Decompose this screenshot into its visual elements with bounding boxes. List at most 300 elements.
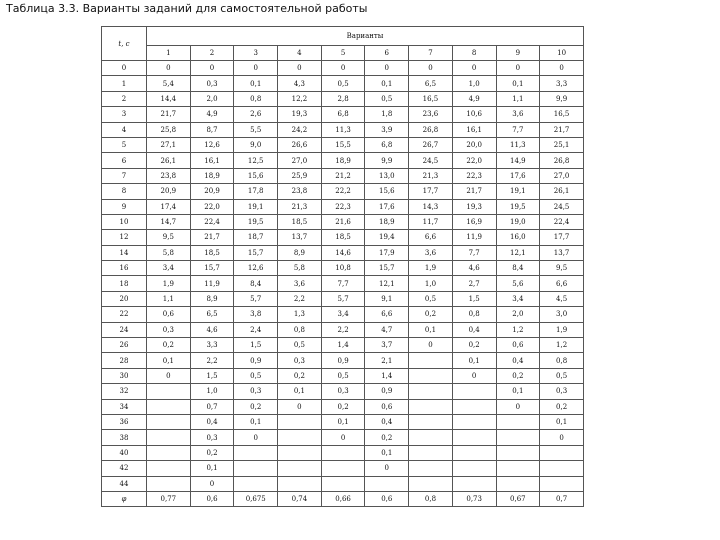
variant-number-header: 1 bbox=[147, 46, 191, 61]
phi-value-cell: 0,675 bbox=[234, 491, 278, 506]
value-cell: 0,1 bbox=[365, 445, 409, 460]
value-cell bbox=[452, 476, 496, 491]
value-cell: 7,7 bbox=[321, 276, 365, 291]
value-cell: 15,6 bbox=[234, 168, 278, 183]
value-cell: 21,3 bbox=[409, 168, 453, 183]
value-cell bbox=[409, 384, 453, 399]
time-cell: 2 bbox=[102, 91, 147, 106]
value-cell: 0,4 bbox=[496, 353, 540, 368]
value-cell: 1,9 bbox=[147, 276, 191, 291]
variants-group-header: Варианты bbox=[147, 27, 584, 46]
value-cell: 21,7 bbox=[540, 122, 584, 137]
value-cell: 0 bbox=[147, 368, 191, 383]
time-cell: 40 bbox=[102, 445, 147, 460]
value-cell: 21,7 bbox=[147, 107, 191, 122]
value-cell: 17,7 bbox=[409, 184, 453, 199]
value-cell: 4,5 bbox=[540, 291, 584, 306]
time-cell: 4 bbox=[102, 122, 147, 137]
variant-number-header: 6 bbox=[365, 46, 409, 61]
phi-value-cell: 0,8 bbox=[409, 491, 453, 506]
value-cell: 3,6 bbox=[278, 276, 322, 291]
time-cell: 26 bbox=[102, 338, 147, 353]
value-cell: 9,5 bbox=[540, 261, 584, 276]
phi-value-cell: 0,66 bbox=[321, 491, 365, 506]
value-cell: 23,6 bbox=[409, 107, 453, 122]
value-cell: 0,1 bbox=[234, 76, 278, 91]
value-cell: 14,3 bbox=[409, 199, 453, 214]
table-row bbox=[102, 430, 584, 445]
value-cell: 1,8 bbox=[365, 107, 409, 122]
value-cell: 21,2 bbox=[321, 168, 365, 183]
value-cell: 26,1 bbox=[540, 184, 584, 199]
value-cell: 5,7 bbox=[234, 291, 278, 306]
time-cell: 18 bbox=[102, 276, 147, 291]
value-cell: 19,1 bbox=[496, 184, 540, 199]
value-cell bbox=[147, 384, 191, 399]
table-caption: Таблица 3.3. Варианты заданий для самостоятельной работы bbox=[6, 2, 368, 15]
value-cell: 5,8 bbox=[147, 245, 191, 260]
phi-value-cell: 0,73 bbox=[452, 491, 496, 506]
table-row bbox=[102, 384, 584, 399]
value-cell: 11,3 bbox=[496, 137, 540, 152]
value-cell: 3,0 bbox=[540, 307, 584, 322]
value-cell: 0,1 bbox=[409, 322, 453, 337]
table-row bbox=[102, 399, 584, 414]
value-cell bbox=[278, 461, 322, 476]
value-cell: 15,7 bbox=[234, 245, 278, 260]
value-cell: 16,5 bbox=[409, 91, 453, 106]
value-cell: 24,5 bbox=[540, 199, 584, 214]
time-cell: 10 bbox=[102, 214, 147, 229]
value-cell: 0,1 bbox=[540, 414, 584, 429]
value-cell: 12,6 bbox=[190, 137, 234, 152]
time-cell: 16 bbox=[102, 261, 147, 276]
value-cell: 18,9 bbox=[321, 153, 365, 168]
value-cell: 24,2 bbox=[278, 122, 322, 137]
value-cell: 6,5 bbox=[190, 307, 234, 322]
time-cell: 9 bbox=[102, 199, 147, 214]
value-cell: 0,5 bbox=[409, 291, 453, 306]
table-row bbox=[102, 153, 584, 168]
time-cell: 36 bbox=[102, 414, 147, 429]
value-cell bbox=[278, 476, 322, 491]
value-cell: 0 bbox=[190, 61, 234, 76]
value-cell: 6,6 bbox=[540, 276, 584, 291]
value-cell: 24,5 bbox=[409, 153, 453, 168]
value-cell: 1,2 bbox=[540, 338, 584, 353]
value-cell: 1,5 bbox=[234, 338, 278, 353]
value-cell: 0,3 bbox=[147, 322, 191, 337]
value-cell: 1,3 bbox=[278, 307, 322, 322]
value-cell: 0,1 bbox=[452, 353, 496, 368]
variant-number-header: 10 bbox=[540, 46, 584, 61]
value-cell: 18,9 bbox=[365, 214, 409, 229]
value-cell: 0,3 bbox=[190, 76, 234, 91]
value-cell: 8,9 bbox=[190, 291, 234, 306]
variant-number-header: 7 bbox=[409, 46, 453, 61]
value-cell bbox=[452, 384, 496, 399]
value-cell: 14,9 bbox=[496, 153, 540, 168]
value-cell: 9,9 bbox=[540, 91, 584, 106]
phi-value-cell: 0,77 bbox=[147, 491, 191, 506]
value-cell: 7,7 bbox=[452, 245, 496, 260]
time-cell: 7 bbox=[102, 168, 147, 183]
value-cell: 26,1 bbox=[147, 153, 191, 168]
value-cell: 0 bbox=[496, 399, 540, 414]
value-cell: 17,6 bbox=[496, 168, 540, 183]
value-cell: 3,4 bbox=[147, 261, 191, 276]
time-cell: 1 bbox=[102, 76, 147, 91]
time-cell: 42 bbox=[102, 461, 147, 476]
value-cell: 2,2 bbox=[278, 291, 322, 306]
value-cell: 0,5 bbox=[365, 91, 409, 106]
value-cell: 0 bbox=[147, 61, 191, 76]
value-cell: 0,1 bbox=[234, 414, 278, 429]
value-cell: 22,3 bbox=[452, 168, 496, 183]
value-cell: 0 bbox=[365, 461, 409, 476]
table-row bbox=[102, 184, 584, 199]
value-cell: 27,0 bbox=[278, 153, 322, 168]
value-cell bbox=[147, 476, 191, 491]
table-row bbox=[102, 91, 584, 106]
value-cell: 17,6 bbox=[365, 199, 409, 214]
value-cell bbox=[147, 461, 191, 476]
value-cell: 2,7 bbox=[452, 276, 496, 291]
value-cell: 3,4 bbox=[321, 307, 365, 322]
value-cell: 19,3 bbox=[278, 107, 322, 122]
value-cell: 0,8 bbox=[234, 91, 278, 106]
table-row bbox=[102, 107, 584, 122]
table-row bbox=[102, 168, 584, 183]
value-cell: 0 bbox=[234, 430, 278, 445]
value-cell: 0,2 bbox=[452, 338, 496, 353]
time-cell: 44 bbox=[102, 476, 147, 491]
table-row bbox=[102, 61, 584, 76]
value-cell: 0,1 bbox=[147, 353, 191, 368]
value-cell: 0,6 bbox=[365, 399, 409, 414]
value-cell: 0,3 bbox=[278, 353, 322, 368]
value-cell: 0,6 bbox=[496, 338, 540, 353]
value-cell: 4,9 bbox=[452, 91, 496, 106]
value-cell: 17,4 bbox=[147, 199, 191, 214]
value-cell: 3,6 bbox=[409, 245, 453, 260]
variants-table bbox=[101, 26, 584, 507]
value-cell: 7,7 bbox=[496, 122, 540, 137]
value-cell: 2,0 bbox=[496, 307, 540, 322]
value-cell bbox=[496, 430, 540, 445]
value-cell: 4,3 bbox=[278, 76, 322, 91]
value-cell: 18,7 bbox=[234, 230, 278, 245]
table-body bbox=[102, 61, 584, 507]
value-cell: 0,4 bbox=[190, 414, 234, 429]
value-cell: 0,2 bbox=[234, 399, 278, 414]
value-cell bbox=[321, 445, 365, 460]
value-cell: 25,9 bbox=[278, 168, 322, 183]
value-cell: 16,1 bbox=[190, 153, 234, 168]
table-row bbox=[102, 214, 584, 229]
variants-header-row bbox=[102, 27, 584, 46]
value-cell: 19,3 bbox=[452, 199, 496, 214]
value-cell: 6,8 bbox=[321, 107, 365, 122]
value-cell: 0,5 bbox=[540, 368, 584, 383]
value-cell: 12,1 bbox=[365, 276, 409, 291]
value-cell bbox=[452, 399, 496, 414]
value-cell bbox=[147, 430, 191, 445]
value-cell: 0,2 bbox=[321, 399, 365, 414]
value-cell bbox=[496, 476, 540, 491]
value-cell: 8,4 bbox=[496, 261, 540, 276]
value-cell: 0 bbox=[452, 368, 496, 383]
value-cell: 0,9 bbox=[234, 353, 278, 368]
value-cell: 12,6 bbox=[234, 261, 278, 276]
table-row bbox=[102, 199, 584, 214]
phi-value-cell: 0,7 bbox=[540, 491, 584, 506]
time-column-header: t, с bbox=[102, 27, 147, 61]
value-cell: 0,3 bbox=[190, 430, 234, 445]
value-cell: 0,8 bbox=[452, 307, 496, 322]
value-cell: 18,5 bbox=[321, 230, 365, 245]
value-cell: 17,9 bbox=[365, 245, 409, 260]
value-cell: 0 bbox=[496, 61, 540, 76]
value-cell: 0 bbox=[409, 61, 453, 76]
value-cell: 0,4 bbox=[452, 322, 496, 337]
value-cell: 0,2 bbox=[409, 307, 453, 322]
value-cell: 9,1 bbox=[365, 291, 409, 306]
value-cell bbox=[278, 414, 322, 429]
value-cell: 16,5 bbox=[540, 107, 584, 122]
value-cell: 0,1 bbox=[321, 414, 365, 429]
table-row bbox=[102, 137, 584, 152]
value-cell: 0,9 bbox=[365, 384, 409, 399]
value-cell: 1,9 bbox=[409, 261, 453, 276]
value-cell: 3,4 bbox=[496, 291, 540, 306]
value-cell: 19,0 bbox=[496, 214, 540, 229]
table-row bbox=[102, 353, 584, 368]
value-cell bbox=[409, 399, 453, 414]
value-cell: 26,8 bbox=[540, 153, 584, 168]
value-cell: 0 bbox=[278, 61, 322, 76]
value-cell: 22,0 bbox=[190, 199, 234, 214]
value-cell: 1,9 bbox=[540, 322, 584, 337]
value-cell: 0,3 bbox=[540, 384, 584, 399]
value-cell bbox=[452, 445, 496, 460]
value-cell: 1,4 bbox=[321, 338, 365, 353]
value-cell: 0,3 bbox=[321, 384, 365, 399]
value-cell: 0,1 bbox=[278, 384, 322, 399]
value-cell: 1,4 bbox=[365, 368, 409, 383]
value-cell: 21,3 bbox=[278, 199, 322, 214]
value-cell: 5,6 bbox=[496, 276, 540, 291]
value-cell: 15,7 bbox=[190, 261, 234, 276]
variant-number-header: 8 bbox=[452, 46, 496, 61]
time-cell: 12 bbox=[102, 230, 147, 245]
value-cell: 21,7 bbox=[452, 184, 496, 199]
value-cell: 0 bbox=[452, 61, 496, 76]
value-cell: 18,5 bbox=[190, 245, 234, 260]
value-cell: 22,0 bbox=[452, 153, 496, 168]
value-cell: 1,5 bbox=[190, 368, 234, 383]
value-cell: 6,8 bbox=[365, 137, 409, 152]
value-cell bbox=[147, 445, 191, 460]
value-cell: 14,6 bbox=[321, 245, 365, 260]
value-cell: 0,1 bbox=[496, 76, 540, 91]
value-cell: 0 bbox=[409, 338, 453, 353]
value-cell: 0,8 bbox=[540, 353, 584, 368]
value-cell: 22,2 bbox=[321, 184, 365, 199]
value-cell: 17,8 bbox=[234, 184, 278, 199]
value-cell: 18,5 bbox=[278, 214, 322, 229]
value-cell: 0,2 bbox=[365, 430, 409, 445]
value-cell: 13,0 bbox=[365, 168, 409, 183]
value-cell: 16,1 bbox=[452, 122, 496, 137]
value-cell: 0 bbox=[365, 61, 409, 76]
value-cell: 0,1 bbox=[190, 461, 234, 476]
table-row bbox=[102, 476, 584, 491]
value-cell bbox=[321, 476, 365, 491]
value-cell: 2,2 bbox=[190, 353, 234, 368]
value-cell: 9,9 bbox=[365, 153, 409, 168]
value-cell: 1,0 bbox=[409, 276, 453, 291]
value-cell: 23,8 bbox=[147, 168, 191, 183]
variant-number-header: 4 bbox=[278, 46, 322, 61]
table-row bbox=[102, 245, 584, 260]
value-cell: 14,4 bbox=[147, 91, 191, 106]
value-cell bbox=[321, 461, 365, 476]
table-row bbox=[102, 276, 584, 291]
value-cell: 13,7 bbox=[540, 245, 584, 260]
phi-row bbox=[102, 491, 584, 506]
value-cell: 0,1 bbox=[365, 76, 409, 91]
value-cell: 5,4 bbox=[147, 76, 191, 91]
value-cell: 20,0 bbox=[452, 137, 496, 152]
table-row bbox=[102, 414, 584, 429]
variant-number-row bbox=[102, 46, 584, 61]
value-cell: 0 bbox=[540, 430, 584, 445]
value-cell: 2,6 bbox=[234, 107, 278, 122]
phi-value-cell: 0,67 bbox=[496, 491, 540, 506]
value-cell: 1,0 bbox=[452, 76, 496, 91]
value-cell bbox=[278, 445, 322, 460]
value-cell: 0,4 bbox=[365, 414, 409, 429]
value-cell: 4,6 bbox=[452, 261, 496, 276]
value-cell: 0 bbox=[540, 61, 584, 76]
value-cell: 12,2 bbox=[278, 91, 322, 106]
value-cell: 15,5 bbox=[321, 137, 365, 152]
value-cell: 0 bbox=[278, 399, 322, 414]
value-cell bbox=[496, 414, 540, 429]
value-cell bbox=[409, 368, 453, 383]
value-cell: 2,4 bbox=[234, 322, 278, 337]
value-cell: 8,9 bbox=[278, 245, 322, 260]
value-cell: 6,6 bbox=[365, 307, 409, 322]
value-cell: 4,6 bbox=[190, 322, 234, 337]
value-cell bbox=[409, 353, 453, 368]
value-cell: 26,7 bbox=[409, 137, 453, 152]
value-cell bbox=[452, 461, 496, 476]
value-cell: 0,1 bbox=[496, 384, 540, 399]
value-cell: 2,2 bbox=[321, 322, 365, 337]
variant-number-header: 2 bbox=[190, 46, 234, 61]
value-cell bbox=[409, 461, 453, 476]
value-cell: 5,8 bbox=[278, 261, 322, 276]
value-cell: 19,1 bbox=[234, 199, 278, 214]
value-cell: 16,0 bbox=[496, 230, 540, 245]
time-cell: 20 bbox=[102, 291, 147, 306]
variant-number-header: 3 bbox=[234, 46, 278, 61]
value-cell bbox=[409, 430, 453, 445]
value-cell bbox=[147, 399, 191, 414]
table-row bbox=[102, 307, 584, 322]
value-cell: 20,9 bbox=[147, 184, 191, 199]
value-cell bbox=[234, 445, 278, 460]
value-cell bbox=[365, 476, 409, 491]
value-cell: 0,7 bbox=[190, 399, 234, 414]
value-cell: 0,2 bbox=[496, 368, 540, 383]
value-cell: 26,8 bbox=[409, 122, 453, 137]
value-cell bbox=[409, 445, 453, 460]
value-cell: 13,7 bbox=[278, 230, 322, 245]
value-cell: 0 bbox=[321, 61, 365, 76]
table-row bbox=[102, 261, 584, 276]
table-row bbox=[102, 445, 584, 460]
table-row bbox=[102, 291, 584, 306]
value-cell: 0,5 bbox=[321, 368, 365, 383]
value-cell: 14,7 bbox=[147, 214, 191, 229]
value-cell: 6,5 bbox=[409, 76, 453, 91]
value-cell bbox=[496, 445, 540, 460]
value-cell: 2,1 bbox=[365, 353, 409, 368]
value-cell: 18,9 bbox=[190, 168, 234, 183]
value-cell: 2,0 bbox=[190, 91, 234, 106]
value-cell: 5,5 bbox=[234, 122, 278, 137]
value-cell bbox=[452, 430, 496, 445]
value-cell: 9,5 bbox=[147, 230, 191, 245]
value-cell: 1,1 bbox=[496, 91, 540, 106]
value-cell: 19,5 bbox=[234, 214, 278, 229]
time-cell: 0 bbox=[102, 61, 147, 76]
value-cell: 0,8 bbox=[278, 322, 322, 337]
phi-label-cell: φ bbox=[102, 491, 147, 506]
value-cell bbox=[540, 476, 584, 491]
value-cell: 17,7 bbox=[540, 230, 584, 245]
variant-number-header: 5 bbox=[321, 46, 365, 61]
value-cell: 8,4 bbox=[234, 276, 278, 291]
value-cell: 27,1 bbox=[147, 137, 191, 152]
value-cell: 26,6 bbox=[278, 137, 322, 152]
table-row bbox=[102, 368, 584, 383]
value-cell bbox=[234, 461, 278, 476]
time-cell: 32 bbox=[102, 384, 147, 399]
value-cell bbox=[409, 476, 453, 491]
variant-number-header: 9 bbox=[496, 46, 540, 61]
value-cell: 3,9 bbox=[365, 122, 409, 137]
value-cell: 0,2 bbox=[147, 338, 191, 353]
value-cell: 22,4 bbox=[540, 214, 584, 229]
value-cell: 1,5 bbox=[452, 291, 496, 306]
value-cell: 5,7 bbox=[321, 291, 365, 306]
value-cell: 15,6 bbox=[365, 184, 409, 199]
time-cell: 14 bbox=[102, 245, 147, 260]
value-cell: 0 bbox=[321, 430, 365, 445]
value-cell: 0 bbox=[190, 476, 234, 491]
table-row bbox=[102, 338, 584, 353]
value-cell: 22,3 bbox=[321, 199, 365, 214]
time-cell: 30 bbox=[102, 368, 147, 383]
value-cell: 0,6 bbox=[147, 307, 191, 322]
value-cell: 0,3 bbox=[234, 384, 278, 399]
value-cell: 16,9 bbox=[452, 214, 496, 229]
value-cell: 2,8 bbox=[321, 91, 365, 106]
